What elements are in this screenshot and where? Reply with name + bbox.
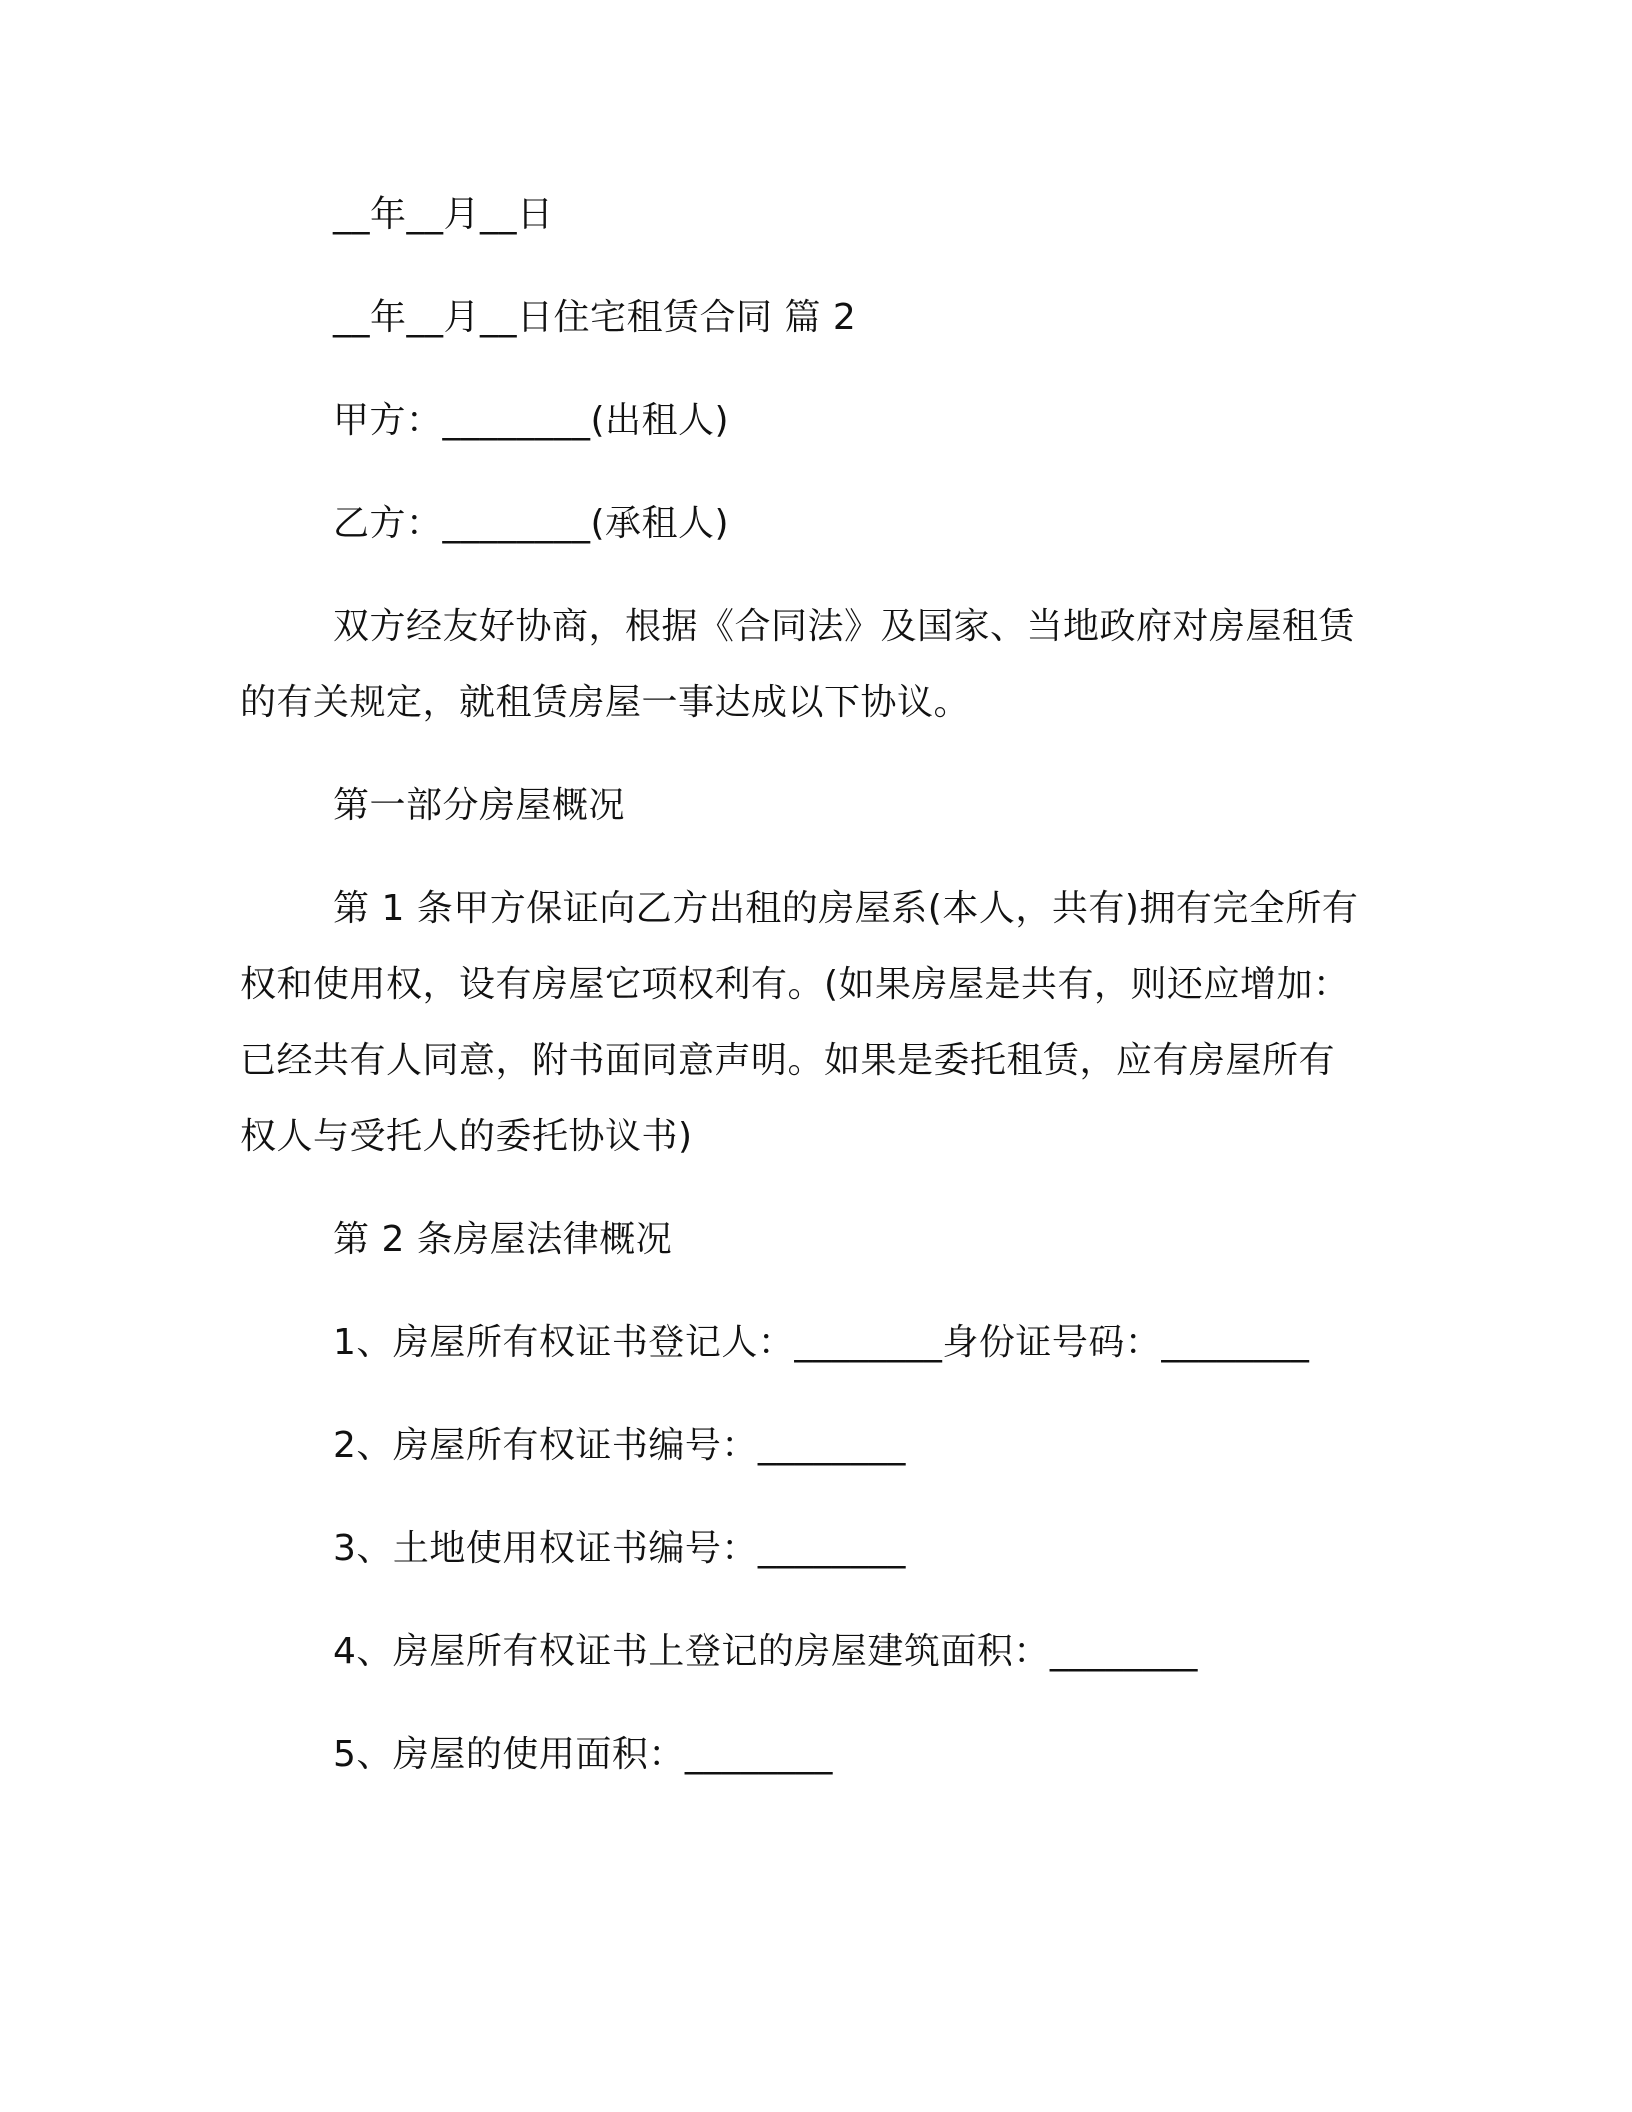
list-item-1: 1、房屋所有权证书登记人：________身份证号码：________	[333, 1322, 1310, 1363]
list-item-5: 5、房屋的使用面积：________	[333, 1734, 833, 1775]
list-item-3: 3、土地使用权证书编号：________	[333, 1528, 906, 1569]
list-item-2: 2、房屋所有权证书编号：________	[333, 1425, 906, 1466]
section-heading-part-1: 第一部分房屋概况	[333, 785, 626, 826]
list-item-4: 4、房屋所有权证书上登记的房屋建筑面积：________	[333, 1631, 1198, 1672]
date-line: __年__月__日	[333, 194, 554, 235]
article-1-line-1: 第 1 条甲方保证向乙方出租的房屋系(本人，共有)拥有完全所有	[333, 888, 1359, 929]
party-a-line: 甲方：________(出租人)	[333, 400, 730, 441]
agreement-intro-line-1: 双方经友好协商，根据《合同法》及国家、当地政府对房屋租赁	[333, 606, 1356, 647]
article-1-line-4: 权人与受托人的委托协议书)	[240, 1116, 693, 1157]
article-1-line-3: 已经共有人同意，附书面同意声明。如果是委托租赁，应有房屋所有	[240, 1040, 1336, 1081]
contract-title: __年__月__日住宅租赁合同 篇 2	[333, 297, 857, 338]
party-b-line: 乙方：________(承租人)	[333, 503, 730, 544]
article-1-line-2: 权和使用权，设有房屋它项权利有。(如果房屋是共有，则还应增加：	[240, 964, 1350, 1005]
agreement-intro-line-2: 的有关规定，就租赁房屋一事达成以下协议。	[240, 682, 971, 723]
article-2-heading: 第 2 条房屋法律概况	[333, 1219, 673, 1260]
